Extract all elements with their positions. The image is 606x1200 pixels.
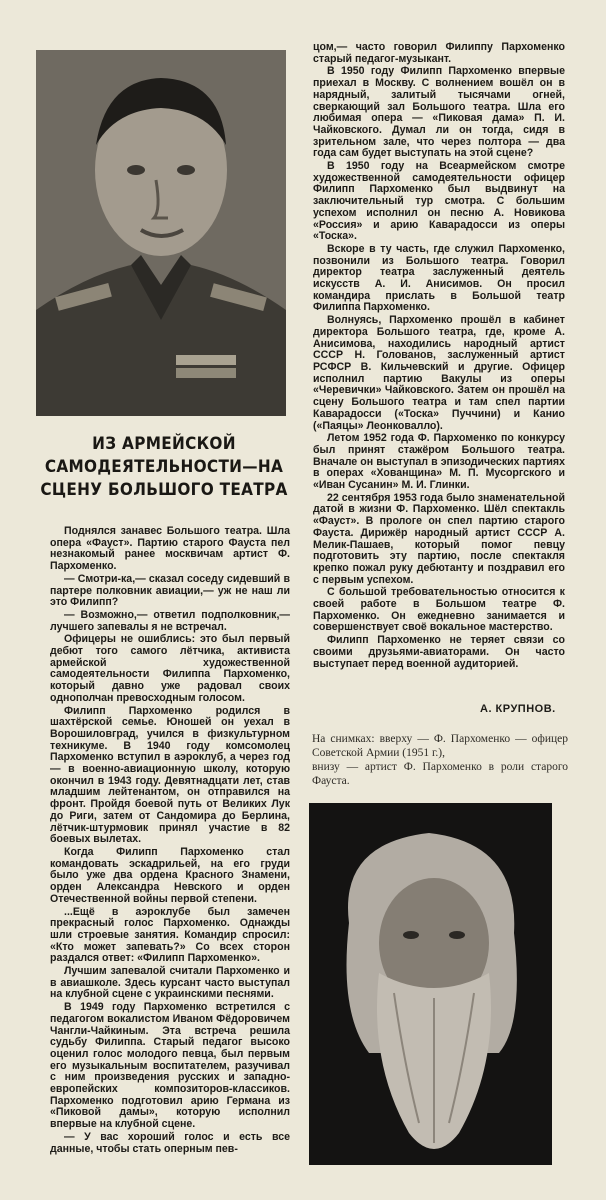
- paragraph: Вскоре в ту часть, где служил Пархоменко, позвонили из Большого театра. Говорил директор театра заслуженный деятель искусств А. И. Анисимов. Он просил командира прислать в Большой театр Филиппа Пархоменко.: [313, 242, 565, 314]
- paragraph: В 1950 году на Всеармейском смотре художественной самодеятельности офицер Филипп Пархоменко был выдвинут на заключительный тур смотра. С большим успехом исполнил он песню А. Новикова «Россия» и арию Каварадосси из оперы «Тоска».: [313, 160, 565, 243]
- faust-role-photo: [309, 803, 552, 1165]
- paragraph: ...Ещё в аэроклубе был замечен прекрасный голос Пархоменко. Однажды шли строевые занятия. Командир спросил: «Кто может запевать?» Со всех сторон раздался ответ: «Филипп Пархоменко».: [50, 905, 290, 965]
- paragraph: Летом 1952 года Ф. Пархоменко по конкурсу был принят стажёром Большого театра. Вначале он выступал в эпизодических партиях в операх «Хованщина» М. П. Мусоргского и «Иван Сусанин» М. И. Глинки.: [313, 432, 565, 492]
- column-right: [313, 42, 565, 671]
- officer-portrait-photo: [36, 50, 286, 416]
- caption-line-2: внизу — артист Ф. Пархоменко в роли старого Фауста.: [312, 761, 568, 787]
- portrait-image: [36, 50, 286, 416]
- paragraph: — Возможно,— ответил подполковник,— лучшего запевалы я не встречал.: [50, 608, 290, 633]
- paragraph: Филипп Пархоменко не теряет связи со своими друзьями-авиаторами. Он часто выступает перед военной аудиторией.: [313, 634, 565, 670]
- paragraph: С большой требовательностью относится к своей работе в Большом театре Ф. Пархоменко. Он ежедневно занимается и совершенствует своё вокальное мастерство.: [313, 586, 565, 634]
- paragraph: В 1950 году Филипп Пархоменко впервые приехал в Москву. С волнением вошёл он в нарядный, залитый тысячами огней, сверкающий зал Большого театра. Шла его любимая опера — «Пиковая дама» П. И. Чайковского. Думал ли он тогда, сидя в зрительном зале, что через полтора — два года сам будет выступать на этой сцене?: [313, 65, 565, 160]
- headline: ИЗ АРМЕЙСКОЙ САМОДЕЯТЕЛЬНОСТИ—НА СЦЕНУ БОЛЬШОГО ТЕАТРА: [40, 434, 288, 500]
- faust-image: [309, 803, 552, 1165]
- paragraph: Поднялся занавес Большого театра. Шла опера «Фауст». Партию старого Фауста пел незнакомый ранее москвичам артист Ф. Пархоменко.: [50, 525, 290, 573]
- caption-line-1: На снимках: вверху — Ф. Пархоменко — офицер Советской Армии (1951 г.),: [312, 733, 568, 759]
- paragraph: — Смотри-ка,— сказал соседу сидевший в партере полковник авиации,— уж не наш ли это Филипп?: [50, 572, 290, 609]
- paragraph: 22 сентября 1953 года было знаменательной датой в жизни Ф. Пархоменко. Шёл спектакль «Фауст». В прологе он спел партию старого Фауста. Дирижёр народный артист СССР А. Мелик-Пашаев, который помог певцу подготовить эту партию, после спектакля крепко пожал руку дебютанту и поздравил его с первым успехом.: [313, 491, 565, 586]
- photo-caption: [312, 732, 568, 788]
- paragraph: Лучшим запевалой считали Пархоменко и в авиашколе. Здесь курсант часто выступал на клубной сцене с украинскими песнями.: [50, 965, 290, 1001]
- paragraph: Филипп Пархоменко родился в шахтёрской семье. Юношей он уехал в Ворошиловград, учился в физкультурном техникуме. В 1940 году комсомолец Пархоменко вступил в аэроклуб, а через год — в военно-авиационную школу, которую окончил в 1943 году. Девятнадцати лет, став младшим лейтенантом, он отправился на фронт. Пройдя боевой путь от Великих Лук до Риги, затем от Сандомира до Берлина, лётчик-штурмовик принял участие в 82 боевых вылетах.: [50, 704, 290, 846]
- paragraph: В 1949 году Пархоменко встретился с педагогом вокалистом Иваном Фёдоровичем Чангли-Чайкиным. Эта встреча решила судьбу Филиппа. Старый педагог высоко оценил голос молодого певца, был первым его музыкальным воспитателем, разучивал с ним произведения русских и западно-европейских композиторов-классиков. Пархоменко подготовил арию Германа из «Пиковой дамы», которую исполнил впервые на клубной сцене.: [50, 1001, 290, 1131]
- author-signature: А. КРУПНОВ.: [480, 703, 556, 715]
- column-left: [50, 526, 290, 1156]
- paragraph: цом,— часто говорил Филиппу Пархоменко старый педагог-музыкант.: [313, 41, 565, 65]
- paragraph: Когда Филипп Пархоменко стал командовать эскадрильей, на его груди было уже два ордена Красного Знамени, орден Александра Невского и орден Отечественной войны первой степени.: [50, 845, 290, 905]
- paragraph: — У вас хороший голос и есть все данные, чтобы стать оперным пев-: [50, 1130, 290, 1155]
- paragraph: Офицеры не ошиблись: это был первый дебют того самого лётчика, активиста армейской художественной самодеятельности Филиппа Пархоменко, который давно уже радовал своих однополчан превосходным голосом.: [50, 633, 290, 704]
- paragraph: Волнуясь, Пархоменко прошёл в кабинет директора Большого театра, где, кроме А. Анисимова, находились народный артист СССР Н. Голованов, заслуженный артист РСФСР В. Кильчевский и другие. Офицер исполнил партию Вакулы из оперы «Черевички» Чайковского. Затем он прошёл на сцену Большого театра и там спел партии Каварадосси («Тоска» Пуччини) и Канио («Паяцы» Леонковалло).: [313, 314, 565, 432]
